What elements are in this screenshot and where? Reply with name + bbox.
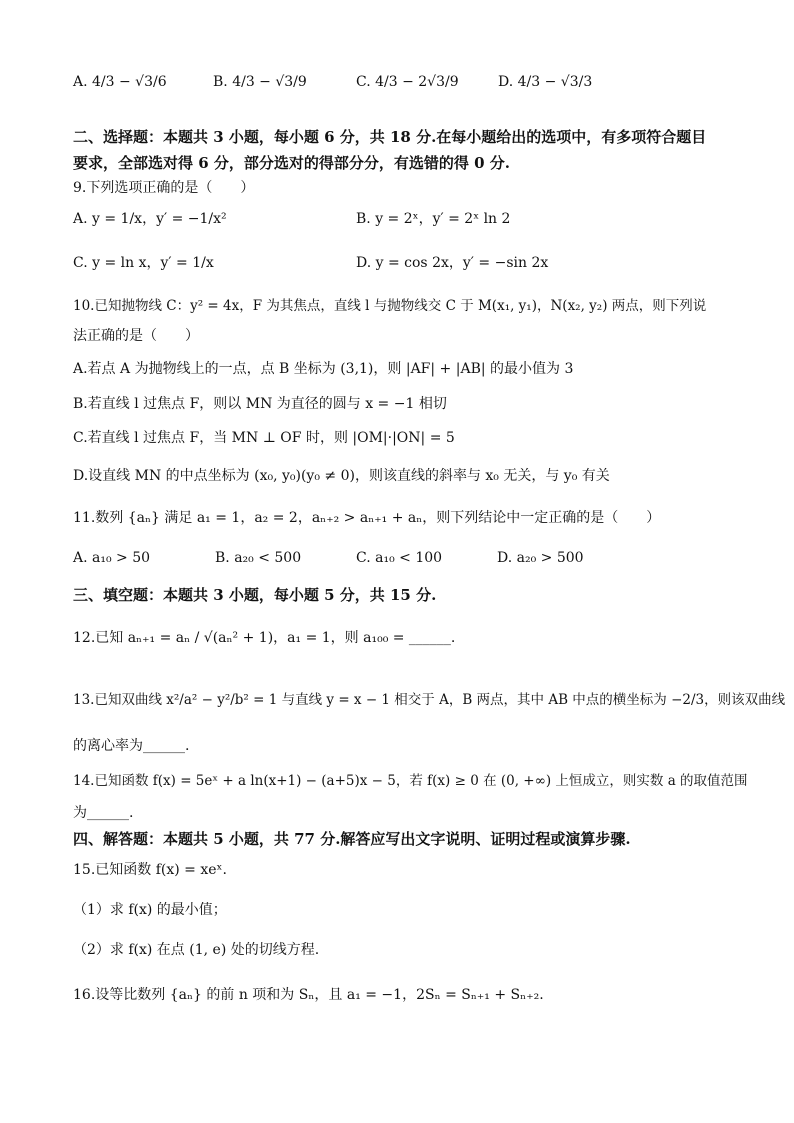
q15-stem: 15.已知函数 f(x) = xeˣ.	[73, 862, 227, 878]
q8-options-row	[73, 66, 753, 106]
q9-option-a: A. y = 1/x，y′ = −1/x²	[73, 211, 227, 227]
q12-text: 12.已知 aₙ₊₁ = aₙ / √(aₙ² + 1)，a₁ = 1，则 a₁₀₀ = ______.	[73, 630, 456, 646]
q8-option-a: A. 4/3 − √3/6	[73, 74, 167, 90]
q8-option-c: C. 4/3 − 2√3/9	[356, 74, 459, 90]
q9-option-c: C. y = ln x，y′ = 1/x	[73, 255, 214, 271]
q10-option-d: D.设直线 MN 的中点坐标为 (x₀, y₀)(y₀ ≠ 0)，则该直线的斜率与 x₀ 无关，与 y₀ 有关	[73, 468, 610, 484]
q13-line2: 的离心率为______.	[73, 738, 190, 754]
q15-part2: （2）求 f(x) 在点 (1, e) 处的切线方程.	[73, 942, 320, 958]
q11-option-b: B. a₂₀ < 500	[215, 550, 302, 566]
q11-option-a: A. a₁₀ > 50	[73, 550, 151, 566]
q13-line1: 13.已知双曲线 x²/a² − y²/b² = 1 与直线 y = x − 1 相交于 A，B 两点，其中 AB 中点的横坐标为 −2/3，则该双曲线	[73, 692, 786, 708]
q11-option-d: D. a₂₀ > 500	[497, 550, 584, 566]
q16-stem: 16.设等比数列 {aₙ} 的前 n 项和为 Sₙ，且 a₁ = −1，2Sₙ = Sₙ₊₁ + Sₙ₊₂.	[73, 987, 544, 1003]
q11-stem: 11.数列 {aₙ} 满足 a₁ = 1，a₂ = 2，aₙ₊₂ > aₙ₊₁ + aₙ，则下列结论中一定正确的是（ ）	[73, 510, 661, 526]
q14-line1: 14.已知函数 f(x) = 5eˣ + a ln(x+1) − (a+5)x − 5，若 f(x) ≥ 0 在 (0, +∞) 上恒成立，则实数 a 的取值范围	[73, 773, 748, 789]
q10-option-b: B.若直线 l 过焦点 F，则以 MN 为直径的圆与 x = −1 相切	[73, 396, 447, 412]
q9-stem: 9.下列选项正确的是（ ）	[73, 180, 255, 196]
q10-stem-line2: 法正确的是（ ）	[73, 328, 199, 344]
q14-line2: 为______.	[73, 805, 134, 821]
section-4-heading: 四、解答题：本题共 5 小题，共 77 分.解答应写出文字说明、证明过程或演算步骤.	[73, 830, 631, 848]
q8-option-d: D. 4/3 − √3/3	[498, 74, 593, 90]
section-3-heading: 三、填空题：本题共 3 小题，每小题 5 分，共 15 分.	[73, 586, 437, 604]
section-2-heading-line2: 要求，全部选对得 6 分，部分选对的得部分分，有选错的得 0 分.	[73, 154, 510, 172]
q11-option-c: C. a₁₀ < 100	[356, 550, 443, 566]
section-2-heading-line1: 二、选择题：本题共 3 小题，每小题 6 分，共 18 分.在每小题给出的选项中，有多项符合题目	[73, 128, 707, 146]
q15-part1: （1）求 f(x) 的最小值；	[73, 902, 227, 918]
q10-stem-line1: 10.已知抛物线 C：y² = 4x，F 为其焦点，直线 l 与抛物线交 C 于 M(x₁, y₁)，N(x₂, y₂) 两点，则下列说	[73, 298, 707, 314]
q8-option-b: B. 4/3 − √3/9	[213, 74, 307, 90]
q9-option-d: D. y = cos 2x，y′ = −sin 2x	[356, 255, 549, 271]
q10-option-a: A.若点 A 为抛物线上的一点，点 B 坐标为 (3,1)，则 |AF| + |AB| 的最小值为 3	[73, 361, 574, 377]
q10-option-c: C.若直线 l 过焦点 F，当 MN ⊥ OF 时，则 |OM|·|ON| = 5	[73, 430, 455, 446]
q9-option-b: B. y = 2ˣ，y′ = 2ˣ ln 2	[356, 211, 511, 227]
